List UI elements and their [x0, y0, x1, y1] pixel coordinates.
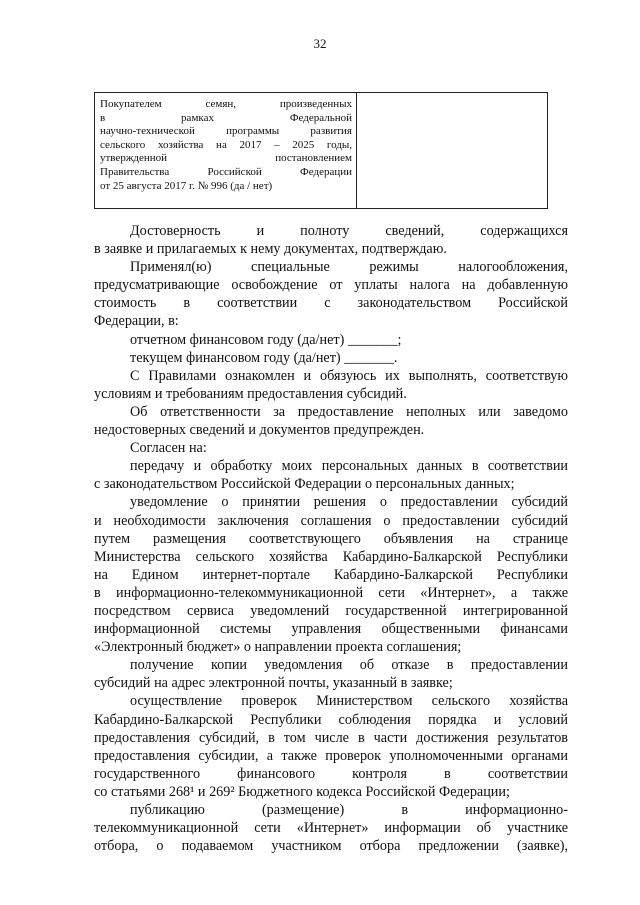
text-line: в информационно-телекоммуникационной сети «Интернет», а также: [94, 584, 568, 601]
text-line: посредством сервиса уведомлений государственной интегрированной: [94, 602, 568, 619]
table-line: Покупателем семян, произведенных: [100, 98, 352, 110]
table-label-cell: [95, 93, 357, 208]
text-line: отчетном финансовом году (да/нет) _______;: [130, 331, 402, 348]
table-line: утвержденной постановлением: [100, 152, 352, 165]
text-line: со статьями 268¹ и 269² Бюджетного кодекса Российской Федерации;: [94, 783, 510, 800]
text-line: текущем финансовом году (да/нет) _______.: [130, 349, 398, 366]
table-line: научно-технической программы развития: [100, 125, 352, 138]
text-line: стоимость в соответствии с законодательством Российской: [94, 295, 568, 312]
text-line: предоставления субсидий, в том числе в части достижения результатов: [94, 729, 568, 746]
text-line: передачу и обработку моих персональных данных в соответствии: [130, 458, 568, 475]
table-line: сельского хозяйства на 2017 – 2025 годы,: [100, 138, 352, 151]
text-line: Министерства сельского хозяйства Кабардино-Балкарской Республики: [94, 548, 568, 565]
text-line: уведомление о принятии решения о предоставлении субсидий: [130, 494, 568, 511]
table-value-cell: [357, 93, 547, 208]
text-line: С Правилами ознакомлен и обязуюсь их выполнять, соответствую: [130, 367, 568, 384]
text-line: осуществление проверок Министерством сельского хозяйства: [130, 693, 568, 710]
text-line: путем размещения соответствующего объявления на странице: [94, 530, 568, 547]
table-line: Правительства Российской Федерации: [100, 165, 352, 178]
page-number: 32: [313, 36, 327, 51]
table-line: от 25 августа 2017 г. № 996 (да / нет): [100, 179, 273, 192]
text-line: «Электронный бюджет» о направлении проекта соглашения;: [94, 639, 462, 656]
text-line: недостоверных сведений и документов предупрежден.: [94, 422, 425, 439]
text-line: и необходимости заключения соглашения о предоставлении субсидий: [94, 512, 568, 529]
text-line: Кабардино-Балкарской Республики соблюдения порядка и условий: [94, 711, 568, 728]
text-line: предусматривающие освобождение от уплаты налога на добавленную: [94, 277, 568, 294]
body-text: [94, 222, 568, 855]
text-line: условиям и требованиям предоставления субсидий.: [94, 385, 407, 402]
form-table: [94, 92, 548, 209]
text-line: отбора, о подаваемом участником отбора предложении (заявке),: [94, 838, 568, 855]
text-line: субсидий на адрес электронной почты, указанный в заявке;: [94, 675, 453, 692]
text-line: с законодательством Российской Федерации о персональных данных;: [94, 476, 515, 493]
text-line: публикацию (размещение) в информационно-: [130, 802, 568, 818]
text-line: предоставления субсидии, а также проверок уполномоченными органами: [94, 747, 568, 764]
text-line: Согласен на:: [130, 440, 207, 457]
text-line: получение копии уведомления об отказе в предоставлении: [130, 657, 568, 674]
text-line: на Едином интернет-портале Кабардино-Балкарской Республики: [94, 566, 568, 583]
table-line: в рамках Федеральной: [100, 111, 352, 124]
text-line: Об ответственности за предоставление неполных или заведомо: [130, 403, 568, 420]
text-line: в заявке и прилагаемых к нему документах, подтверждаю.: [94, 241, 447, 258]
text-line: телекоммуникационной сети «Интернет» информации об участнике: [94, 820, 568, 837]
text-line: Достоверность и полноту сведений, содержащихся: [130, 223, 568, 239]
text-line: государственного финансового контроля в соответствии: [94, 765, 568, 782]
text-line: Федерации, в:: [94, 313, 179, 330]
text-line: информационной системы управления общественными финансами: [94, 621, 568, 638]
text-line: Применял(ю) специальные режимы налогообложения,: [130, 259, 568, 276]
